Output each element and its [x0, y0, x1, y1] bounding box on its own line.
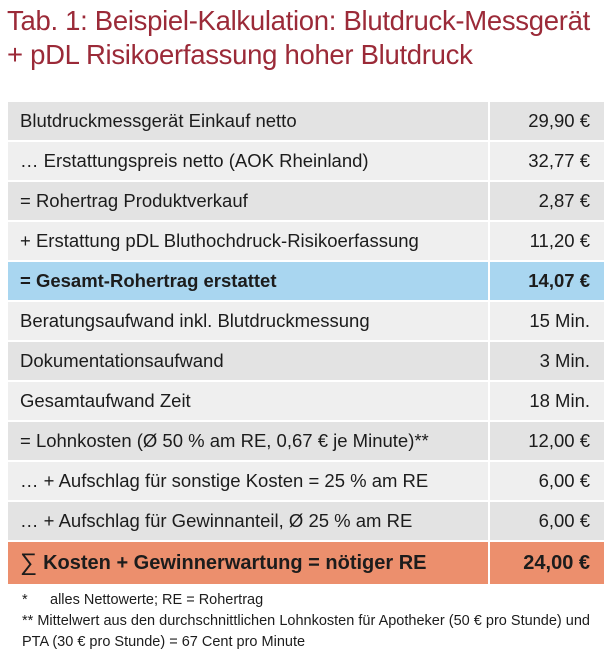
row-label: = Gesamt-Rohertrag erstattet [8, 262, 488, 300]
row-label: … + Aufschlag für Gewinnanteil, Ø 25 % am RE [8, 502, 488, 540]
row-value: 15 Min. [490, 302, 604, 340]
row-label: Dokumentationsaufwand [8, 342, 488, 380]
table-row [8, 422, 604, 460]
title-line-2: + pDL Risikoerfassung hoher Blutdruck [7, 39, 473, 70]
row-value: 12,00 € [490, 422, 604, 460]
row-label: = Lohnkosten (Ø 50 % am RE, 0,67 € je Minute)** [8, 422, 488, 460]
table-row [8, 382, 604, 420]
footnote-1-text: alles Nettowerte; RE = Rohertrag [50, 592, 264, 608]
table-row-sum-required-re [8, 542, 604, 584]
calculation-table [8, 102, 604, 586]
row-value: 11,20 € [490, 222, 604, 260]
row-label: … + Aufschlag für sonstige Kosten = 25 % am RE [8, 462, 488, 500]
row-value: 3 Min. [490, 342, 604, 380]
title-line-1: Tab. 1: Beispiel-Kalkulation: Blutdruck-Messgerät [7, 5, 590, 36]
row-value: 24,00 € [490, 542, 604, 584]
footnote-1 [22, 590, 590, 611]
table-row [8, 462, 604, 500]
row-value: 18 Min. [490, 382, 604, 420]
table-row [8, 302, 604, 340]
footnotes [22, 590, 590, 653]
row-value: 32,77 € [490, 142, 604, 180]
row-value: 2,87 € [490, 182, 604, 220]
row-label: = Rohertrag Produktverkauf [8, 182, 488, 220]
footnote-1-mark: * [22, 592, 28, 608]
row-value: 6,00 € [490, 502, 604, 540]
row-label: … Erstattungspreis netto (AOK Rheinland) [8, 142, 488, 180]
table-row [8, 182, 604, 220]
row-label: Gesamtaufwand Zeit [8, 382, 488, 420]
row-value: 29,90 € [490, 102, 604, 140]
row-label [8, 542, 488, 584]
table-title [7, 4, 607, 72]
table-row [8, 142, 604, 180]
table-row [8, 222, 604, 260]
table-row [8, 342, 604, 380]
footnote-2: ** Mittelwert aus den durchschnittlichen Lohnkosten für Apotheker (50 € pro Stunde) und PTA (30 € pro Stunde) = 67 Cent pro Minute [22, 613, 590, 650]
row-label: Beratungsaufwand inkl. Blutdruckmessung [8, 302, 488, 340]
row-label: Blutdruckmessgerät Einkauf netto [8, 102, 488, 140]
row-value: 6,00 € [490, 462, 604, 500]
table-row [8, 502, 604, 540]
sum-icon: ∑ [20, 549, 38, 576]
sum-row-label: Kosten + Gewinnerwartung = nötiger RE [43, 551, 427, 574]
row-label: + Erstattung pDL Bluthochdruck-Risikoerfassung [8, 222, 488, 260]
table-row [8, 102, 604, 140]
row-value: 14,07 € [490, 262, 604, 300]
table-row-total-gross-profit [8, 262, 604, 300]
